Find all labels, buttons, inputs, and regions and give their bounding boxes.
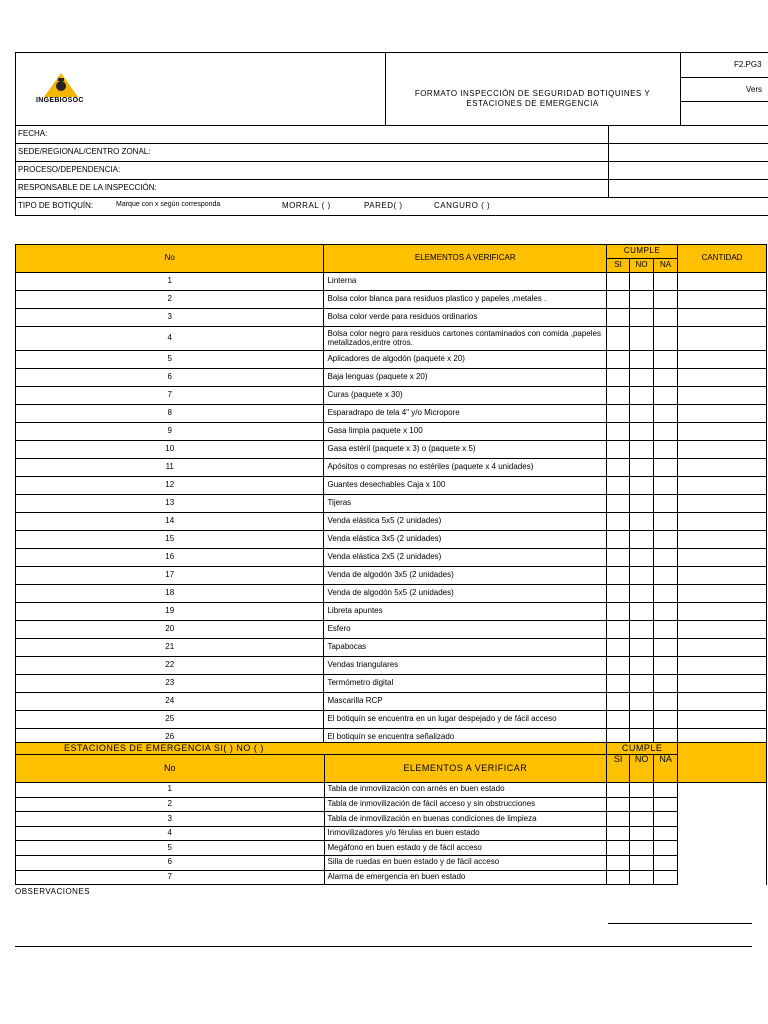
proceso-value-field[interactable]: [608, 162, 768, 179]
cumple-no-cell[interactable]: [630, 621, 654, 639]
cumple-si-cell[interactable]: [607, 783, 630, 798]
row-number: 13: [16, 495, 324, 513]
row-number: 1: [16, 273, 324, 291]
observaciones-label: OBSERVACIONES: [15, 887, 91, 896]
cumple-si-cell[interactable]: [607, 797, 630, 812]
cumple-no-cell[interactable]: [630, 812, 654, 827]
row-item: Tijeras: [324, 495, 607, 513]
cantidad-cell[interactable]: [678, 797, 767, 812]
cumple-na-cell[interactable]: [654, 639, 678, 657]
cumple-no-cell[interactable]: [630, 477, 654, 495]
row-number: 14: [16, 513, 324, 531]
cumple-na-cell[interactable]: [654, 675, 678, 693]
row-item: Aplicadores de algodón (paquete x 20): [324, 351, 607, 369]
cumple-na-cell[interactable]: [654, 291, 678, 309]
cantidad-cell[interactable]: [678, 621, 767, 639]
botiquin-checklist-table: [15, 244, 767, 765]
row-item: Tabla de inmovilización en buenas condiciones de limpieza: [324, 812, 607, 827]
cumple-si-cell[interactable]: [607, 477, 630, 495]
observaciones-line-short: [608, 923, 752, 924]
col-header-na: NA: [654, 259, 678, 273]
cumple-no-cell[interactable]: [630, 639, 654, 657]
cumple-si-cell[interactable]: [607, 603, 630, 621]
row-number: 10: [16, 441, 324, 459]
table-row: [16, 387, 767, 405]
cumple-na-cell[interactable]: [654, 855, 678, 870]
cantidad-cell[interactable]: [678, 693, 767, 711]
cumple-si-cell[interactable]: [607, 841, 630, 856]
cumple-no-cell[interactable]: [630, 441, 654, 459]
row-number: 7: [16, 870, 325, 885]
cumple-si-cell[interactable]: [607, 387, 630, 405]
cantidad-cell[interactable]: [678, 405, 767, 423]
cumple-si-cell[interactable]: [607, 585, 630, 603]
cantidad-cell[interactable]: [678, 291, 767, 309]
table-row: [16, 273, 767, 291]
cumple-si-cell[interactable]: [607, 405, 630, 423]
cumple-si-cell[interactable]: [607, 351, 630, 369]
observaciones-line[interactable]: [15, 946, 752, 947]
table-row: [16, 327, 767, 351]
cumple-na-cell[interactable]: [654, 826, 678, 841]
cumple-no-cell[interactable]: [630, 291, 654, 309]
cumple-si-cell[interactable]: [607, 711, 630, 729]
cumple-si-cell[interactable]: [607, 855, 630, 870]
table-row: [16, 603, 767, 621]
row-number: 18: [16, 585, 324, 603]
row-number: 2: [16, 797, 325, 812]
row-number: 15: [16, 531, 324, 549]
row-item: Termómetro digital: [324, 675, 607, 693]
cumple-no-cell[interactable]: [630, 387, 654, 405]
table-row: [16, 459, 767, 477]
cumple-no-cell[interactable]: [630, 513, 654, 531]
row-number: 25: [16, 711, 324, 729]
table-row: [16, 783, 767, 798]
row-number: 22: [16, 657, 324, 675]
table-row: [16, 549, 767, 567]
cumple-no-cell[interactable]: [630, 309, 654, 327]
col-header-cantidad: CANTIDAD: [678, 245, 767, 273]
tipo-label: TIPO DE BOTIQUÍN:: [18, 201, 94, 210]
cumple-si-cell[interactable]: [607, 441, 630, 459]
row-item: Megáfono en buen estado y de fácil acceso: [324, 841, 607, 856]
row-number: 3: [16, 812, 325, 827]
row-number: 17: [16, 567, 324, 585]
cantidad-cell[interactable]: [678, 826, 767, 841]
tipo-hint: Marque con x según corresponda: [116, 201, 221, 208]
cumple-no-cell[interactable]: [630, 405, 654, 423]
row-item: Venda elástica 2x5 (2 unidades): [324, 549, 607, 567]
cumple-no-cell[interactable]: [630, 567, 654, 585]
cumple-no-cell[interactable]: [630, 797, 654, 812]
table-row: [16, 639, 767, 657]
row-item: Silla de ruedas en buen estado y de fácil acceso: [324, 855, 607, 870]
cantidad-cell[interactable]: [678, 549, 767, 567]
cumple-na-cell[interactable]: [654, 841, 678, 856]
info-row-responsable: [15, 180, 768, 198]
cumple-na-cell[interactable]: [654, 459, 678, 477]
fecha-label: FECHA:: [18, 129, 48, 138]
cantidad-cell[interactable]: [678, 441, 767, 459]
table-row: [16, 841, 767, 856]
row-item: Linterna: [324, 273, 607, 291]
cumple-no-cell[interactable]: [630, 459, 654, 477]
cantidad-cell[interactable]: [678, 870, 767, 885]
table-row: [16, 797, 767, 812]
cumple-si-cell[interactable]: [607, 513, 630, 531]
tipo-botiquin-row: [15, 198, 768, 216]
sede-value-field[interactable]: [608, 144, 768, 161]
cumple-no-cell[interactable]: [630, 826, 654, 841]
row-number: 2: [16, 291, 324, 309]
col-header-elementos: ELEMENTOS A VERIFICAR: [324, 245, 607, 273]
cantidad-cell[interactable]: [678, 639, 767, 657]
cumple-no-cell[interactable]: [630, 657, 654, 675]
cumple-na-cell[interactable]: [654, 711, 678, 729]
cumple-na-cell[interactable]: [654, 531, 678, 549]
table-row: [16, 531, 767, 549]
row-number: 4: [16, 826, 325, 841]
cantidad-cell[interactable]: [678, 327, 767, 351]
row-item: Guantes desechables Caja x 100: [324, 477, 607, 495]
table-row: [16, 693, 767, 711]
cumple-no-cell[interactable]: [630, 675, 654, 693]
cantidad-cell[interactable]: [678, 309, 767, 327]
version-label: Vers: [746, 85, 763, 94]
cumple-si-cell[interactable]: [607, 459, 630, 477]
cumple-si-cell[interactable]: [607, 675, 630, 693]
table-row: [16, 870, 767, 885]
row-number: 24: [16, 693, 324, 711]
cumple-na-cell[interactable]: [654, 513, 678, 531]
table-row: [16, 621, 767, 639]
cantidad-cell[interactable]: [678, 531, 767, 549]
cumple-na-cell[interactable]: [654, 495, 678, 513]
col-header-no-option: NO: [630, 259, 654, 273]
title-line2: ESTACIONES DE EMERGENCIA: [466, 99, 599, 108]
table-row: [16, 495, 767, 513]
row-item: Venda de algodón 5x5 (2 unidades): [324, 585, 607, 603]
table-row: [16, 826, 767, 841]
table-row: [16, 369, 767, 387]
cantidad-cell[interactable]: [678, 657, 767, 675]
cumple-si-cell[interactable]: [607, 693, 630, 711]
table-row: [16, 855, 767, 870]
document-header: [15, 52, 768, 126]
cumple-no-cell[interactable]: [630, 273, 654, 291]
cumple-na-cell[interactable]: [654, 351, 678, 369]
row-item: Tapabocas: [324, 639, 607, 657]
cumple-si-cell[interactable]: [607, 273, 630, 291]
row-number: 7: [16, 387, 324, 405]
cumple-si-cell[interactable]: [607, 291, 630, 309]
row-number: 5: [16, 351, 324, 369]
row-item: Gasa limpia paquete x 100: [324, 423, 607, 441]
emergency-col-na: NA: [654, 755, 678, 783]
title-line1: FORMATO INSPECCIÓN DE SEGURIDAD BOTIQUINES Y: [414, 89, 651, 98]
row-item: Curas (paquete x 30): [324, 387, 607, 405]
proceso-label: PROCESO/DEPENDENCIA:: [18, 165, 121, 174]
cumple-na-cell[interactable]: [654, 657, 678, 675]
row-item: Inmovilizadores y/o férulas en buen estado: [324, 826, 607, 841]
cumple-si-cell[interactable]: [607, 309, 630, 327]
cumple-no-cell[interactable]: [630, 603, 654, 621]
table-row: [16, 441, 767, 459]
cantidad-cell[interactable]: [678, 711, 767, 729]
row-number: 4: [16, 327, 324, 351]
cumple-na-cell[interactable]: [654, 812, 678, 827]
sede-label: SEDE/REGIONAL/CENTRO ZONAL:: [18, 147, 151, 156]
cumple-no-cell[interactable]: [630, 549, 654, 567]
cumple-no-cell[interactable]: [630, 711, 654, 729]
row-number: 6: [16, 369, 324, 387]
row-number: 8: [16, 405, 324, 423]
cumple-si-cell[interactable]: [607, 812, 630, 827]
table-row: [16, 291, 767, 309]
responsable-value-field[interactable]: [608, 180, 768, 197]
cantidad-cell[interactable]: [678, 495, 767, 513]
cumple-no-cell[interactable]: [630, 531, 654, 549]
table-row: [16, 477, 767, 495]
row-item: Alarma de emergencia en buen estado: [324, 870, 607, 885]
cumple-no-cell[interactable]: [630, 327, 654, 351]
cantidad-cell[interactable]: [678, 567, 767, 585]
table-row: [16, 351, 767, 369]
cumple-si-cell[interactable]: [607, 495, 630, 513]
cumple-na-cell[interactable]: [654, 549, 678, 567]
info-row-sede: [15, 144, 768, 162]
table-row: [16, 309, 767, 327]
emergency-section-title: ESTACIONES DE EMERGENCIA SI( ) NO ( ): [16, 743, 607, 755]
cantidad-cell[interactable]: [678, 841, 767, 856]
row-item: Bolsa color verde para residuos ordinarios: [324, 309, 607, 327]
table-row: [16, 567, 767, 585]
cumple-na-cell[interactable]: [654, 477, 678, 495]
table-row: [16, 812, 767, 827]
row-number: 26: [16, 729, 324, 747]
row-number: 3: [16, 309, 324, 327]
cumple-no-cell[interactable]: [630, 495, 654, 513]
row-number: 23: [16, 675, 324, 693]
row-item: Libreta apuntes: [324, 603, 607, 621]
row-item: Esparadrapo de tela 4" y/o Micropore: [324, 405, 607, 423]
row-item: Gasa estéril (paquete x 3) o (paquete x 5): [324, 441, 607, 459]
info-row-fecha: [15, 126, 768, 144]
cumple-na-cell[interactable]: [654, 585, 678, 603]
cumple-no-cell[interactable]: [630, 841, 654, 856]
pared-option[interactable]: PARED( ): [364, 201, 403, 210]
row-item: Venda elástica 3x5 (2 unidades): [324, 531, 607, 549]
row-item: Tabla de inmovilización con arnés en buen estado: [324, 783, 607, 798]
row-number: 16: [16, 549, 324, 567]
responsable-label: RESPONSABLE DE LA INSPECCIÓN:: [18, 183, 157, 192]
cumple-si-cell[interactable]: [607, 657, 630, 675]
emergency-col-elementos: ELEMENTOS A VERIFICAR: [324, 755, 607, 783]
cumple-na-cell[interactable]: [654, 387, 678, 405]
table-row: [16, 513, 767, 531]
table-row: [16, 405, 767, 423]
cumple-no-cell[interactable]: [630, 693, 654, 711]
cumple-si-cell[interactable]: [607, 423, 630, 441]
row-number: 11: [16, 459, 324, 477]
cantidad-cell[interactable]: [678, 855, 767, 870]
col-header-no: No: [16, 245, 324, 273]
cantidad-cell[interactable]: [678, 513, 767, 531]
cumple-na-cell[interactable]: [654, 309, 678, 327]
table-row: [16, 675, 767, 693]
cantidad-cell[interactable]: [678, 459, 767, 477]
logo-icon: [38, 71, 84, 99]
cumple-no-cell[interactable]: [630, 369, 654, 387]
cumple-na-cell[interactable]: [654, 273, 678, 291]
cumple-si-cell[interactable]: [607, 870, 630, 885]
cantidad-cell[interactable]: [678, 812, 767, 827]
row-item: El botiquín se encuentra en un lugar despejado y de fácil acceso: [324, 711, 607, 729]
table-row: [16, 585, 767, 603]
emergency-station-table: [15, 742, 767, 885]
cumple-si-cell[interactable]: [607, 369, 630, 387]
cumple-na-cell[interactable]: [654, 797, 678, 812]
canguro-option[interactable]: CANGURO ( ): [434, 201, 491, 210]
table-row: [16, 657, 767, 675]
row-number: 20: [16, 621, 324, 639]
cumple-no-cell[interactable]: [630, 783, 654, 798]
cantidad-cell[interactable]: [678, 585, 767, 603]
cantidad-cell[interactable]: [678, 351, 767, 369]
emergency-col-no: No: [16, 755, 325, 783]
cumple-na-cell[interactable]: [654, 693, 678, 711]
cumple-si-cell[interactable]: [607, 639, 630, 657]
logo-text: INGEBIOSOC: [36, 97, 84, 104]
cumple-na-cell[interactable]: [654, 369, 678, 387]
cantidad-cell[interactable]: [678, 423, 767, 441]
version-cell: [680, 77, 768, 102]
cumple-na-cell[interactable]: [654, 441, 678, 459]
cumple-no-cell[interactable]: [630, 585, 654, 603]
row-item: Vendas triangulares: [324, 657, 607, 675]
cumple-na-cell[interactable]: [654, 621, 678, 639]
row-item: Mascarilla RCP: [324, 693, 607, 711]
document-title: [385, 53, 681, 125]
cumple-na-cell[interactable]: [654, 423, 678, 441]
emergency-cantidad-cell: [678, 743, 767, 783]
emergency-col-cumple: CUMPLE: [607, 743, 678, 755]
row-number: 5: [16, 841, 325, 856]
cumple-na-cell[interactable]: [654, 870, 678, 885]
row-item: Bolsa color negro para residuos cartones contaminados con comida ,papeles metalizados,entre otros.: [324, 327, 607, 351]
row-item: Esfero: [324, 621, 607, 639]
info-fields: [15, 126, 768, 216]
logo: [16, 53, 386, 125]
row-item: Apósitos o compresas no estériles (paquete x 4 unidades): [324, 459, 607, 477]
col-header-cumple: CUMPLE: [607, 245, 678, 259]
cumple-si-cell[interactable]: [607, 567, 630, 585]
row-item: Venda elástica 5x5 (2 unidades): [324, 513, 607, 531]
document-code: F2.PG3: [734, 60, 762, 69]
cumple-no-cell[interactable]: [630, 870, 654, 885]
cumple-na-cell[interactable]: [654, 783, 678, 798]
document-code-cell: [680, 53, 768, 78]
cantidad-cell[interactable]: [678, 603, 767, 621]
info-row-proceso: [15, 162, 768, 180]
cumple-na-cell[interactable]: [654, 327, 678, 351]
table-row: [16, 423, 767, 441]
row-item: Baja lenguas (paquete x 20): [324, 369, 607, 387]
cumple-si-cell[interactable]: [607, 327, 630, 351]
cantidad-cell[interactable]: [678, 369, 767, 387]
row-number: 1: [16, 783, 325, 798]
row-number: 21: [16, 639, 324, 657]
emergency-col-no-option: NO: [630, 755, 654, 783]
cantidad-cell[interactable]: [678, 387, 767, 405]
cumple-si-cell[interactable]: [607, 549, 630, 567]
row-number: 12: [16, 477, 324, 495]
row-item: Bolsa color blanca para residuos plastico y papeles ,metales .: [324, 291, 607, 309]
row-item: Tabla de inmovilización de fácil acceso y sin obstrucciones: [324, 797, 607, 812]
row-number: 19: [16, 603, 324, 621]
cumple-na-cell[interactable]: [654, 567, 678, 585]
col-header-si: SI: [607, 259, 630, 273]
row-number: 9: [16, 423, 324, 441]
fecha-value-field[interactable]: [608, 126, 768, 143]
cantidad-cell[interactable]: [678, 273, 767, 291]
cumple-no-cell[interactable]: [630, 855, 654, 870]
cantidad-cell[interactable]: [678, 675, 767, 693]
cumple-si-cell[interactable]: [607, 621, 630, 639]
cantidad-cell[interactable]: [678, 477, 767, 495]
row-item: El botiquín se encuentra señalizado: [324, 729, 607, 747]
row-number: 6: [16, 855, 325, 870]
cumple-no-cell[interactable]: [630, 423, 654, 441]
row-item: Venda de algodón 3x5 (2 unidades): [324, 567, 607, 585]
cantidad-cell[interactable]: [678, 783, 767, 798]
emergency-col-si: SI: [607, 755, 630, 783]
morral-option[interactable]: MORRAL ( ): [282, 201, 331, 210]
cumple-na-cell[interactable]: [654, 603, 678, 621]
table-row: [16, 711, 767, 729]
cumple-no-cell[interactable]: [630, 351, 654, 369]
cumple-na-cell[interactable]: [654, 405, 678, 423]
cumple-si-cell[interactable]: [607, 826, 630, 841]
cumple-si-cell[interactable]: [607, 531, 630, 549]
